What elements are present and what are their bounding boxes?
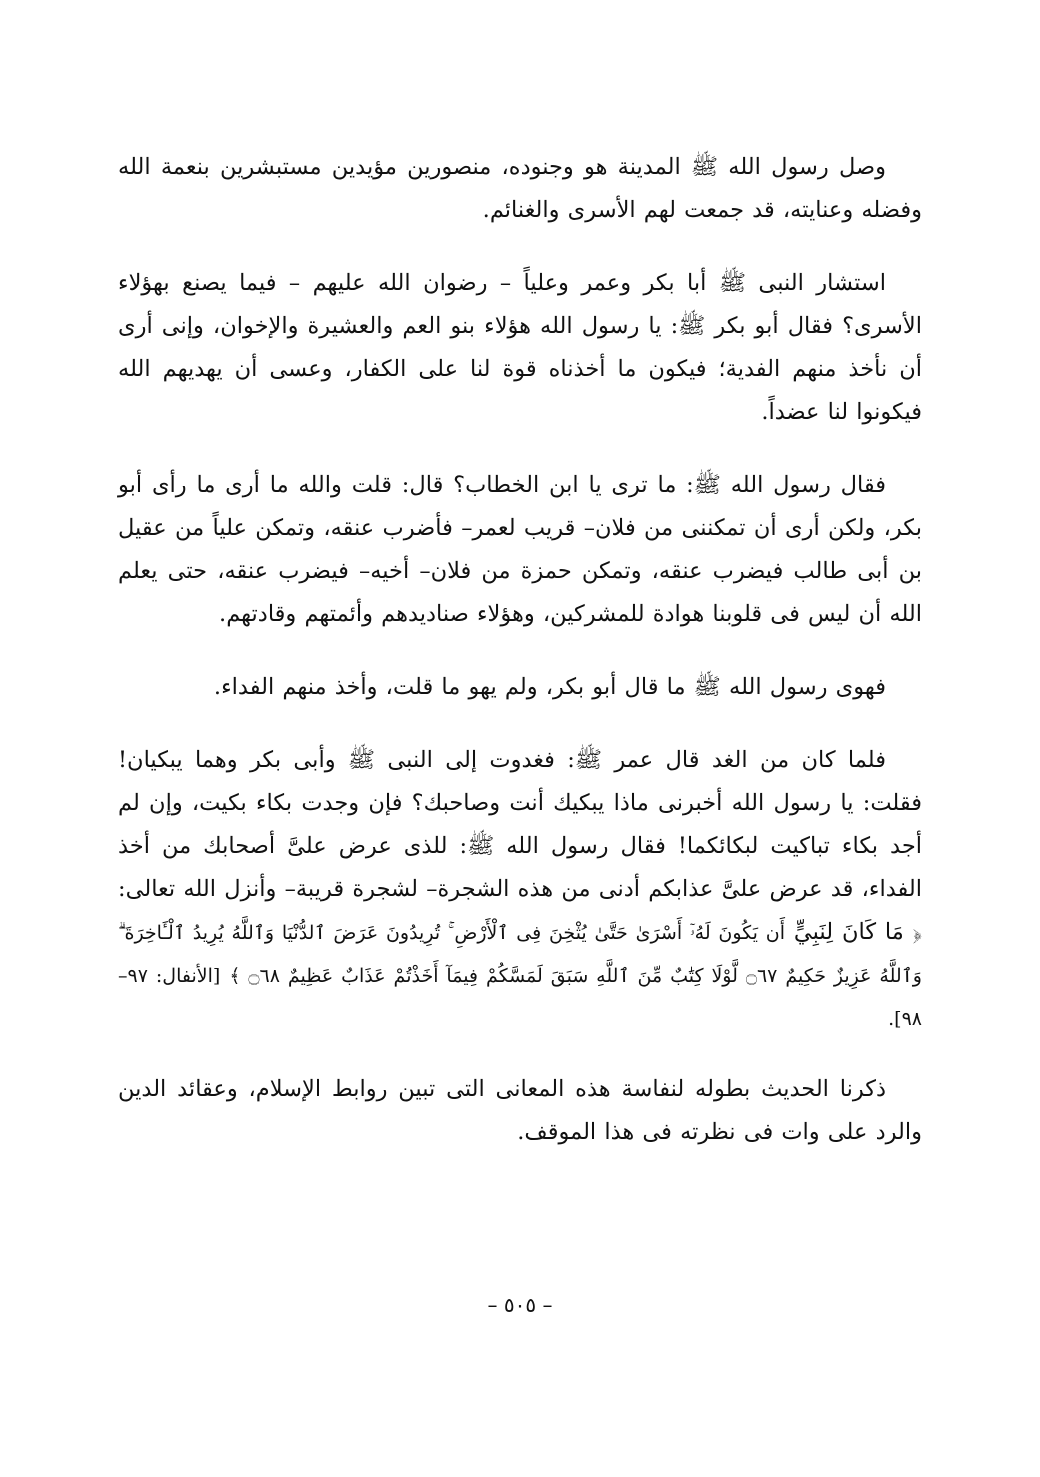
quran-verse: أَن يَكُونَ لَهُۥٓ أَسْرَىٰ حَتَّىٰ يُثْخِنَ فِى ٱلْأَرْضِ ۚ تُرِيدُونَ عَرَضَ ٱلدُّنْيَا وَٱللَّهُ يُرِيدُ ٱلْـَٔاخِرَةَ ۗ وَٱللَّهُ عَزِيزٌ حَكِيمٌ ۝٦٧ لَّوْلَا كِتَٰبٌ مِّنَ ٱللَّهِ سَبَقَ لَمَسَّكُمْ فِيمَآ أَخَذْتُمْ عَذَابٌ عَظِيمٌ ۝٦٨ ﴾ (118, 922, 922, 987)
page-number: – ٥٠٥ – (487, 1293, 553, 1317)
paragraph-closing: ذكرنا الحديث بطوله لنفاسة هذه المعانى التى تبين روابط الإسلام، وعقائد الدين والرد على وات فى نظرته فى هذا الموقف. (118, 1076, 922, 1145)
paragraph-consultation: استشار النبى ﷺ أبا بكر وعمر وعلياً – رضوان الله عليهم – فيما يصنع بهؤلاء الأسرى؟ فقال أبو بكر ﷺ: يا رسول الله هؤلاء بنو العم والعشيرة والإخوان، وإنى أرى أن نأخذ منهم الفدية؛ فيكون ما أخذناه قوة لنا على الكفار، وعسى أن يهديهم الله فيكونوا لنا عضداً. (118, 270, 922, 425)
page-body (118, 146, 922, 1184)
paragraph-next-day (118, 739, 922, 1040)
paragraph-return-to-medina: وصل رسول الله ﷺ المدينة هو وجنوده، منصورين مؤيدين مستبشرين بنعمة الله وفضله وعنايته، قد جمعت لهم الأسرى والغنائم. (118, 154, 922, 223)
next-day-text: فلما كان من الغد قال عمر ﷺ: فغدوت إلى النبى ﷺ وأبى بكر وهما يبكيان! فقلت: يا رسول الله أخبرنى ماذا يبكيك أنت وصاحبك؟ فإن وجدت بكاء بكيت، وإن لم أجد بكاء تباكيت لبكائكما! فقال رسول الله ﷺ: للذى عرض علىَّ أصحابك من أخذ الفداء، قد عرض علىَّ عذابكم أدنى من هذه الشجرة– لشجرة قريبة– وأنزل الله تعالى: ﴿ مَا كَانَ لِنَبِيٍّ (118, 747, 922, 945)
paragraph-umar-opinion: فقال رسول الله ﷺ: ما ترى يا ابن الخطاب؟ قال: قلت والله ما أرى ما رأى أبو بكر، ولكن أرى أن تمكننى من فلان– قريب لعمر– فأضرب عنقه، وتمكن علياً من عقيل بن أبى طالب فيضرب عنقه، وتمكن حمزة من فلان– أخيه– فيضرب عنقه، حتى يعلم الله أن ليس فى قلوبنا هوادة للمشركين، وهؤلاء صناديدهم وأئمتهم وقادتهم. (118, 472, 922, 627)
paragraph-decision: فهوى رسول الله ﷺ ما قال أبو بكر، ولم يهو ما قلت، وأخذ منهم الفداء. (213, 674, 886, 700)
quran-citation: [الأنفال: ٩٧–٩٨]. (118, 965, 922, 1030)
